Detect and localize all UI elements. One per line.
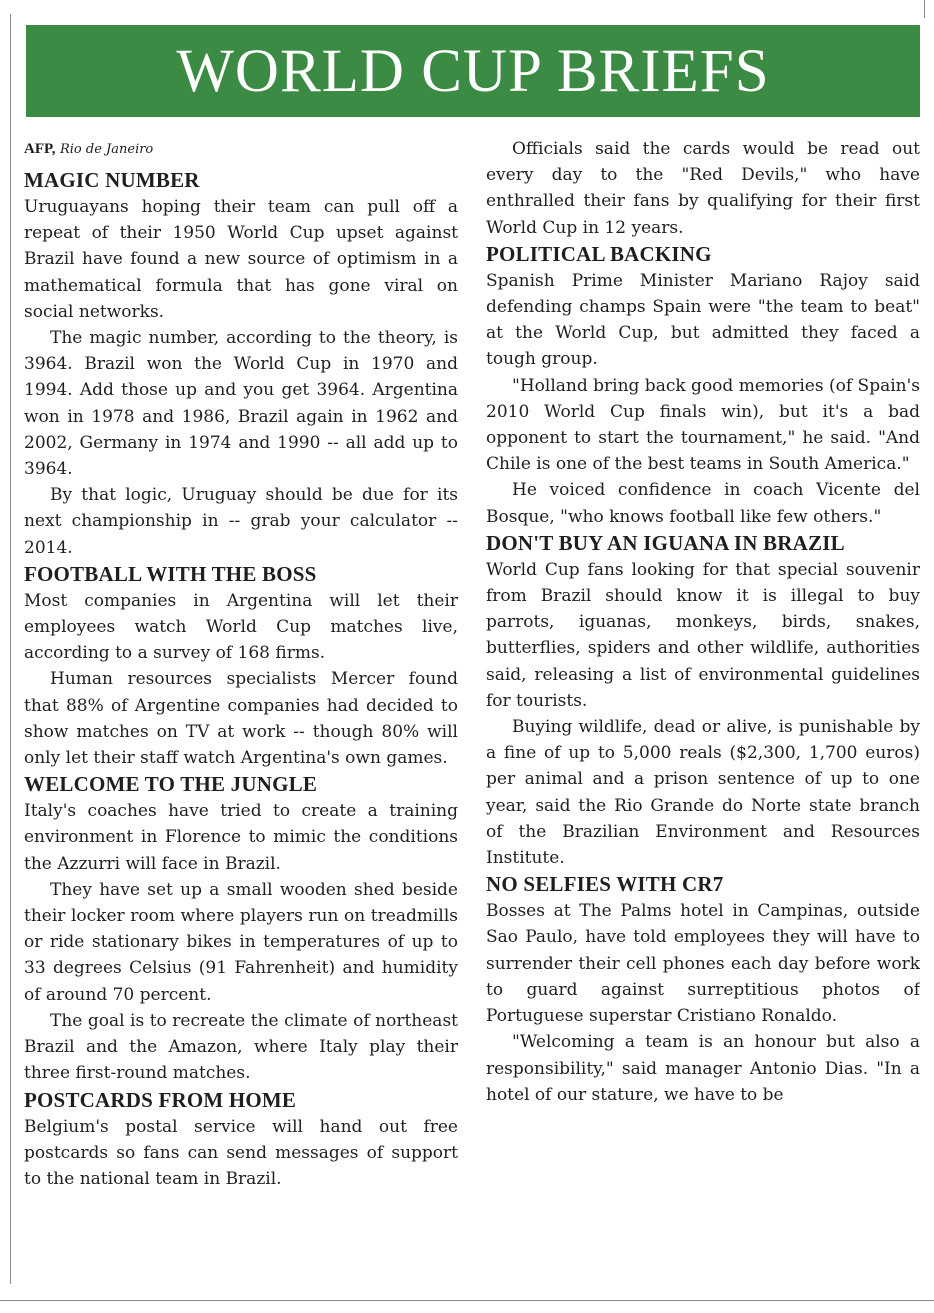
story-paragraph: They have set up a small wooden shed beside their locker room where players run on treadmills or ride stationary bikes in temperatures of up to 33 degrees Celsius (91 Fahrenheit) and humidity of around 70 percent. xyxy=(24,879,458,1005)
story-heading: DON'T BUY AN IGUANA IN BRAZIL xyxy=(486,530,845,555)
bottom-rule xyxy=(0,1300,934,1301)
left-column xyxy=(24,130,458,1285)
story-heading: NO SELFIES WITH CR7 xyxy=(486,872,724,897)
story-paragraph: The magic number, according to the theory, is 3964. Brazil won the World Cup in 1970 and 1994. Add those up and you get 3964. Argentina won in 1978 and 1986, Brazil again in 1962 and 2002, Germany in 1974 and 1990 -- all add up to 3964. xyxy=(24,328,458,480)
story-heading: MAGIC NUMBER xyxy=(24,168,200,192)
top-right-rule xyxy=(924,0,925,18)
story-paragraph: Uruguayans hoping their team can pull off a repeat of their 1950 World Cup upset against Brazil have found a new source of optimism in a mathematical formula that has gone viral on social networks. xyxy=(24,197,458,322)
story-paragraph: Buying wildlife, dead or alive, is punishable by a fine of up to 5,000 reals ($2,300, 1,700 euros) per animal and a prison sentence of up to one year, said the Rio Grande do Norte state branch of the Brazilian Environment and Resources Institute. xyxy=(486,717,920,869)
story-heading: WELCOME TO THE JUNGLE xyxy=(24,772,318,797)
story-heading: POSTCARDS FROM HOME xyxy=(24,1087,297,1112)
story-paragraph: World Cup fans looking for that special souvenir from Brazil should know it is illegal to buy parrots, iguanas, monkeys, birds, snakes, butterflies, spiders and other wildlife, authorities said, releasing a list of environmental guidelines for tourists. xyxy=(486,559,920,711)
story-paragraph: Officials said the cards would be read out every day to the "Red Devils," who have enthralled their fans by qualifying for their first World Cup in 12 years. xyxy=(486,139,920,238)
left-column-rule xyxy=(10,14,11,1284)
story-paragraph: "Holland bring back good memories (of Spain's 2010 World Cup finals win), but it's a bad opponent to start the tournament," he said. "And Chile is one of the best teams in South America." xyxy=(486,375,920,475)
title-banner xyxy=(26,25,920,117)
byline-place: Rio de Janeiro xyxy=(59,142,154,157)
page-title: WORLD CUP BRIEFS xyxy=(176,37,770,105)
story-paragraph: By that logic, Uruguay should be due for its next championship in -- grab your calculator -- 2014. xyxy=(24,485,458,558)
story-paragraph: Bosses at The Palms hotel in Campinas, outside Sao Paulo, have told employees they will have to surrender their cell phones each day before work to guard against surreptitious photos of Portuguese superstar Cristiano Ronaldo. xyxy=(486,901,920,1027)
right-column xyxy=(486,136,920,1291)
story-paragraph: Most companies in Argentina will let their employees watch World Cup matches live, according to a survey of 168 firms. xyxy=(24,590,458,664)
byline-agency: AFP, xyxy=(24,141,56,157)
story-paragraph: Spanish Prime Minister Mariano Rajoy said defending champs Spain were "the team to beat" at the World Cup, but admitted they faced a tough group. xyxy=(486,270,920,370)
story-paragraph: He voiced confidence in coach Vicente del Bosque, "who knows football like few others." xyxy=(486,480,920,527)
story-heading: POLITICAL BACKING xyxy=(486,241,712,266)
story-paragraph: Belgium's postal service will hand out free postcards so fans can send messages of support to the national team in Brazil. xyxy=(24,1116,458,1189)
story-paragraph: Human resources specialists Mercer found that 88% of Argentine companies had decided to show matches on TV at work -- though 80% will only let their staff watch Argentina's own games. xyxy=(24,669,458,769)
story-paragraph: "Welcoming a team is an honour but also a responsibility," said manager Antonio Dias. "In a hotel of our stature, we have to be xyxy=(486,1032,920,1105)
story-heading: FOOTBALL WITH THE BOSS xyxy=(24,561,317,586)
story-paragraph: Italy's coaches have tried to create a training environment in Florence to mimic the conditions the Azzurri will face in Brazil. xyxy=(24,801,458,874)
byline xyxy=(24,138,458,161)
story-paragraph: The goal is to recreate the climate of northeast Brazil and the Amazon, where Italy play their three first-round matches. xyxy=(24,1010,458,1084)
